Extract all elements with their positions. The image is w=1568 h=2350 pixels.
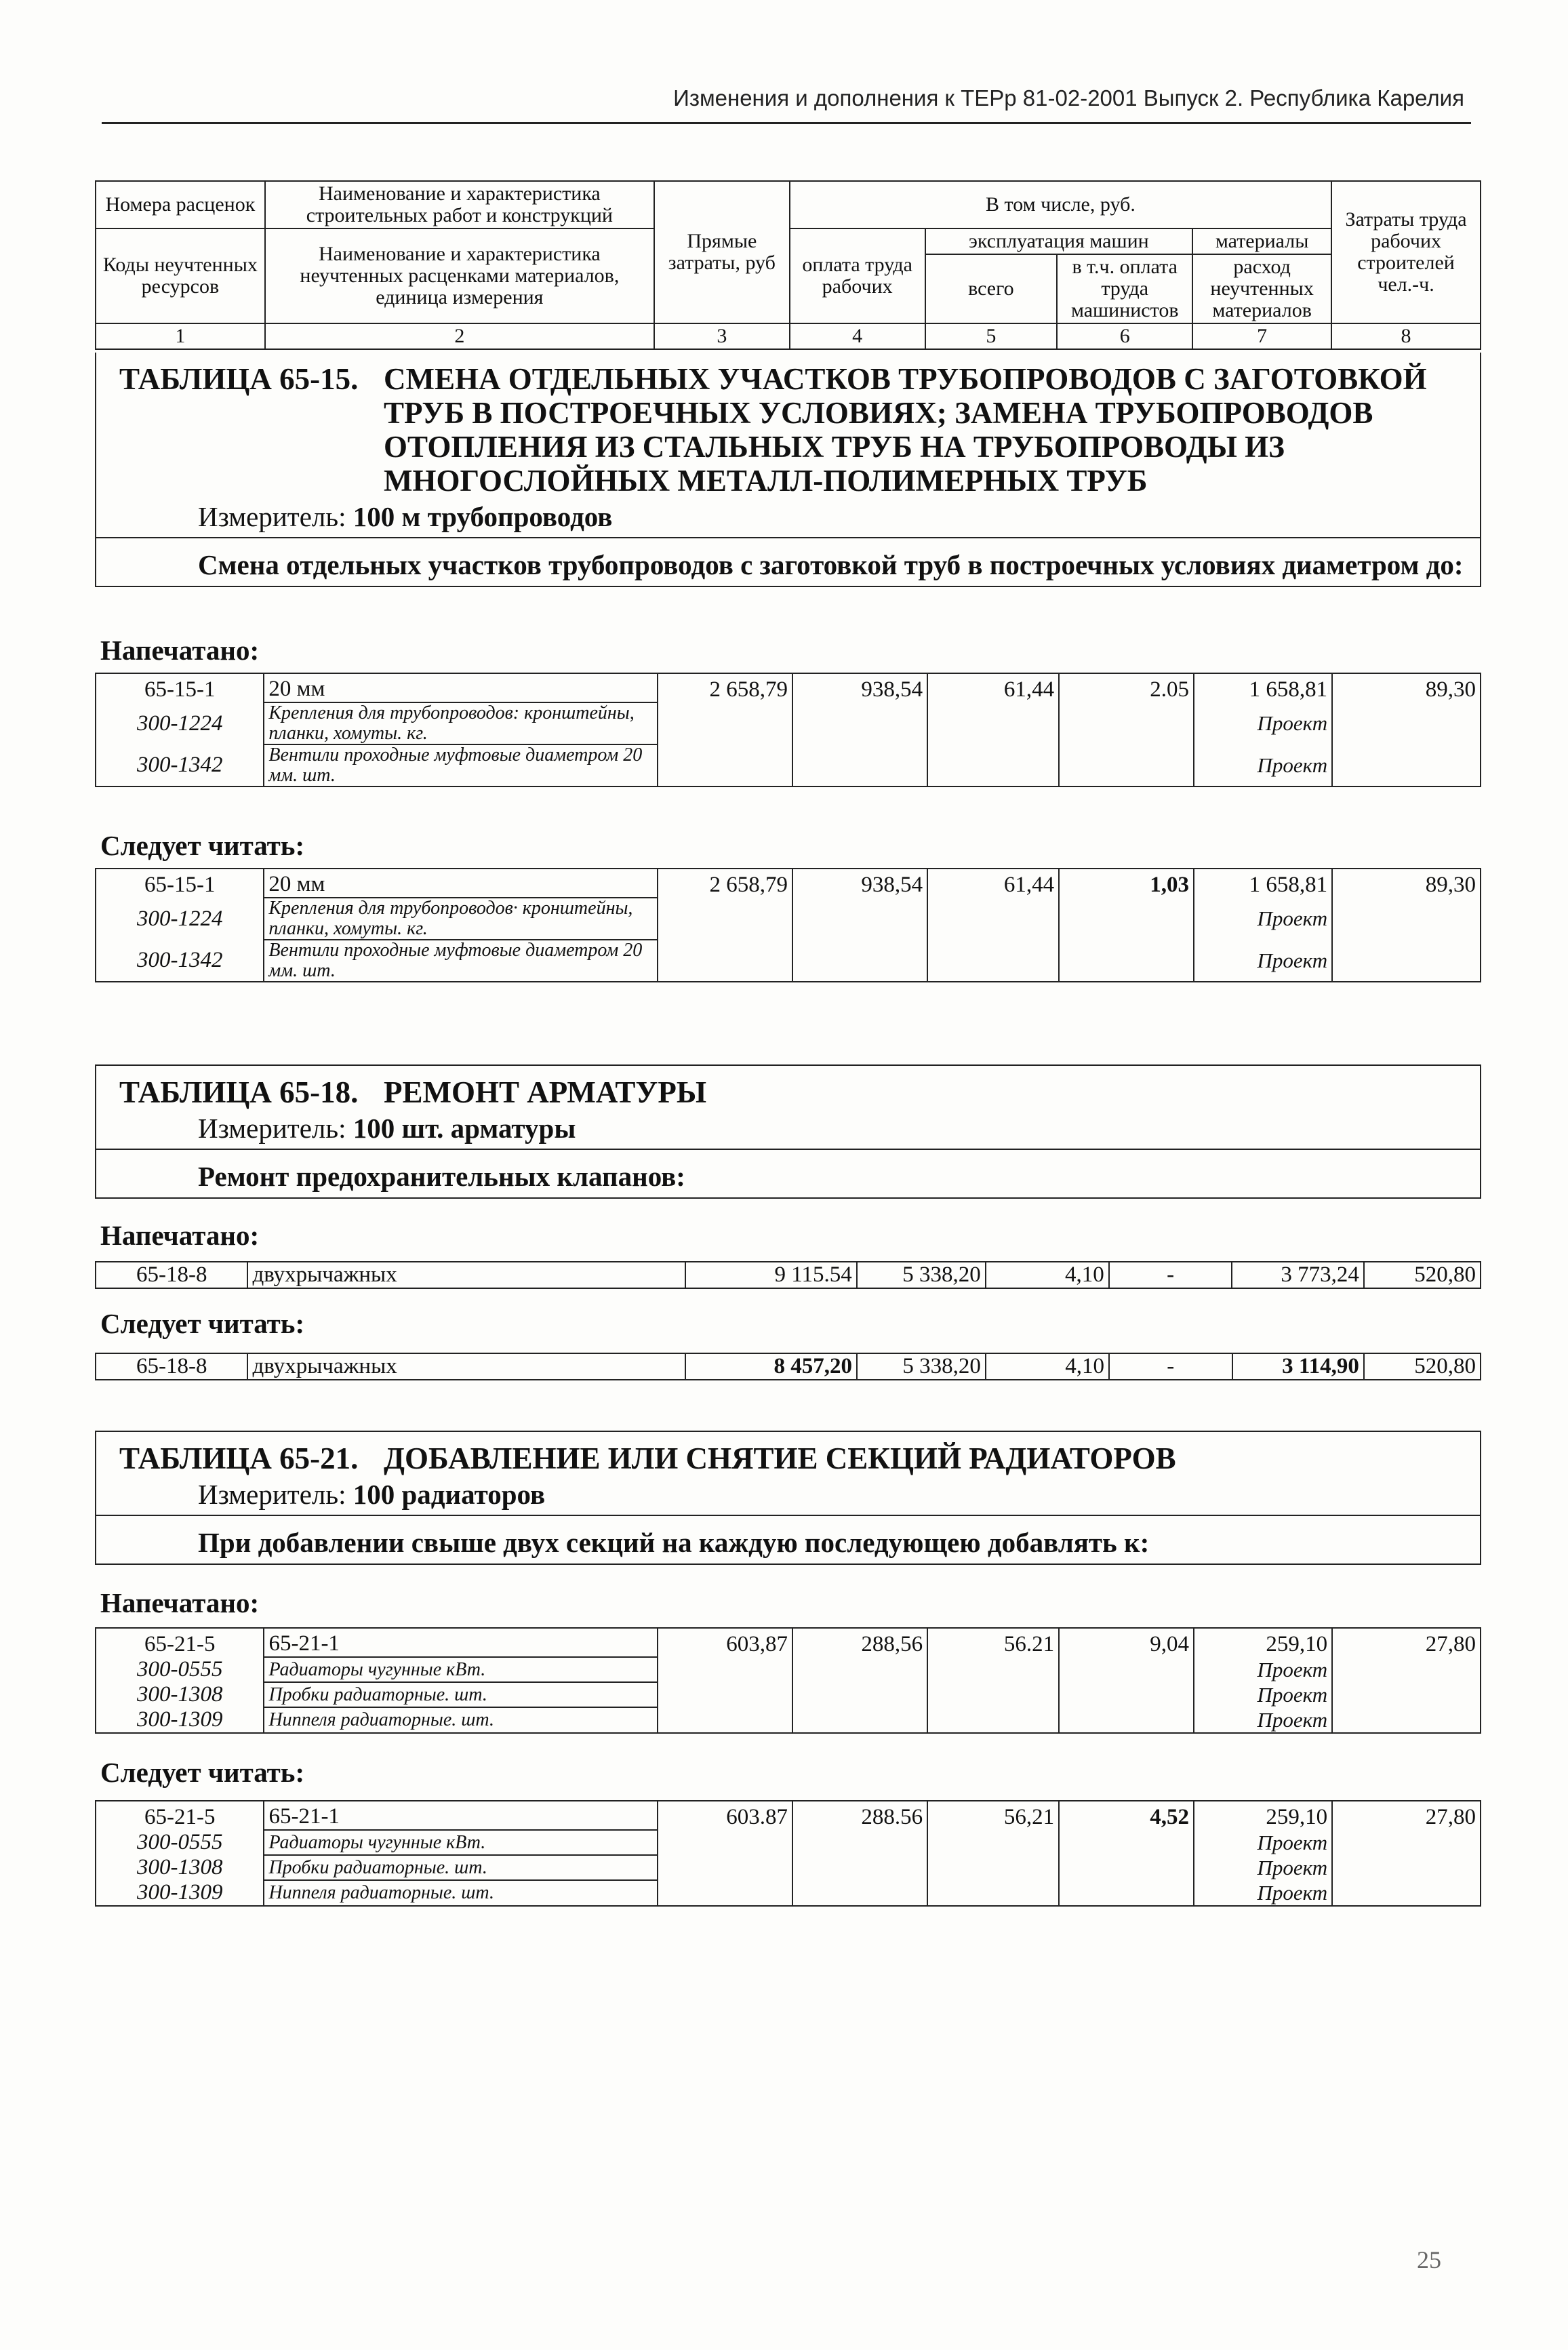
labor-cost: 288,56 <box>792 1628 927 1657</box>
resource-code: 300-1224 <box>96 702 264 744</box>
labor-cost: 5 338,20 <box>857 1353 986 1380</box>
work-name: 20 мм <box>264 869 657 898</box>
project-note: Проект <box>1194 1855 1332 1880</box>
col2-head-a: Наименование и характеристика строительных работ и конструкций <box>265 181 654 228</box>
table-65-15-corrected <box>95 868 1481 982</box>
machine-labor-cost: - <box>1109 1262 1232 1288</box>
header-rule <box>102 122 1471 124</box>
table-65-21-section <box>95 1431 1481 1565</box>
machine-labor-cost: 2.05 <box>1059 673 1194 702</box>
direct-cost: 603.87 <box>658 1801 792 1830</box>
direct-cost: 603,87 <box>658 1628 792 1657</box>
work-name: 65-21-1 <box>264 1628 657 1657</box>
direct-cost: 8 457,20 <box>685 1353 857 1380</box>
project-note: Проект <box>1194 1682 1332 1707</box>
resource-code: 300-1309 <box>96 1707 264 1733</box>
project-note: Проект <box>1194 744 1332 786</box>
page-number: 25 <box>1417 2246 1441 2273</box>
table-65-15-subtitle: Смена отдельных участков трубопроводов с заготовкой труб в построечных условиях диаметром до: <box>198 549 1464 580</box>
machine-cost: 61,44 <box>927 869 1059 898</box>
project-note: Проект <box>1194 940 1332 982</box>
machine-labor-cost: - <box>1109 1353 1232 1380</box>
col8-head: Затраты труда рабочих строителей чел.-ч. <box>1331 181 1481 323</box>
labor-hours: 520,80 <box>1364 1353 1481 1380</box>
machine-cost: 4,10 <box>986 1353 1109 1380</box>
group-head: В том числе, руб. <box>790 181 1331 228</box>
col-num-3: 3 <box>654 323 790 349</box>
resource-name: Ниппеля радиаторные. шт. <box>264 1707 657 1733</box>
machines-head: эксплуатация машин <box>925 228 1193 254</box>
col-num-7: 7 <box>1192 323 1331 349</box>
resource-code: 300-0555 <box>96 1657 264 1682</box>
labor-cost: 938,54 <box>792 869 927 898</box>
col-num-2: 2 <box>265 323 654 349</box>
col1-head-a: Номера расценок <box>96 181 265 228</box>
column-header-table <box>95 180 1481 350</box>
col7-head: расход неучтенных материалов <box>1192 254 1331 323</box>
col5-head: всего <box>925 254 1058 323</box>
should-read-label: Следует читать: <box>100 830 305 861</box>
col-num-5: 5 <box>925 323 1058 349</box>
resource-name: Радиаторы чугунные кВт. <box>264 1657 657 1682</box>
table-65-15-printed <box>95 673 1481 787</box>
table-65-15-measure: Измеритель: 100 м трубопроводов <box>96 500 1480 538</box>
col-num-4: 4 <box>790 323 925 349</box>
resource-code: 300-1224 <box>96 898 264 940</box>
table-65-15-section <box>95 353 1481 587</box>
labor-cost: 938,54 <box>792 673 927 702</box>
printed-label: Напечатано: <box>100 635 260 666</box>
should-read-label: Следует читать: <box>100 1757 305 1788</box>
table-65-18-title: ТАБЛИЦА 65-18. РЕМОНТ АРМАТУРЫ <box>119 1075 707 1109</box>
work-name: 65-21-1 <box>264 1801 657 1830</box>
project-note: Проект <box>1194 898 1332 940</box>
resource-name: Крепления для трубопроводов· кронштейны, планки, хомуты. кг. <box>264 898 657 940</box>
resource-name: Ниппеля радиаторные. шт. <box>264 1880 657 1906</box>
col4-head: оплата труда рабочих <box>790 228 925 323</box>
table-65-18-printed <box>95 1261 1481 1289</box>
project-note: Проект <box>1194 1707 1332 1733</box>
table-65-15-title: ТАБЛИЦА 65-15. СМЕНА ОТДЕЛЬНЫХ УЧАСТКОВ ТРУБОПРОВОДОВ С ЗАГОТОВКОЙ ТРУБ В ПОСТРОЕЧНЫХ УСЛОВИЯХ; ЗАМЕНА ТРУБОПРОВОДОВ ОТОПЛЕНИЯ ИЗ СТАЛЬНЫХ ТРУБ НА ТРУБОПРОВОДЫ ИЗ МНОГОСЛОЙНЫХ МЕТАЛЛ-ПОЛИМЕРНЫХ ТРУБ <box>119 362 1427 498</box>
machine-labor-cost: 4,52 <box>1059 1801 1194 1830</box>
rate-code: 65-18-8 <box>96 1262 247 1288</box>
work-name: двухрычажных <box>247 1262 685 1288</box>
materials-cost: 259,10 <box>1194 1801 1332 1830</box>
col1-head-b: Коды неучтенных ресурсов <box>96 228 265 323</box>
labor-hours: 89,30 <box>1332 869 1481 898</box>
resource-code: 300-1308 <box>96 1855 264 1880</box>
labor-hours: 27,80 <box>1332 1628 1481 1657</box>
machine-labor-cost: 1,03 <box>1059 869 1194 898</box>
project-note: Проект <box>1194 1830 1332 1855</box>
direct-cost: 2 658,79 <box>658 869 792 898</box>
resource-code: 300-1342 <box>96 744 264 786</box>
materials-cost: 1 658,81 <box>1194 869 1332 898</box>
table-65-18-subtitle: Ремонт предохранительных клапанов: <box>198 1161 685 1192</box>
project-note: Проект <box>1194 1880 1332 1906</box>
table-65-21-printed <box>95 1627 1481 1734</box>
machine-labor-cost: 9,04 <box>1059 1628 1194 1657</box>
rate-code: 65-21-5 <box>96 1628 264 1657</box>
resource-name: Вентили проходные муфтовые диаметром 20 мм. шт. <box>264 940 657 982</box>
running-header: Изменения и дополнения к ТЕРр 81-02-2001 Выпуск 2. Республика Карелия <box>673 85 1464 111</box>
printed-label: Напечатано: <box>100 1220 260 1251</box>
col-num-6: 6 <box>1057 323 1192 349</box>
labor-hours: 27,80 <box>1332 1801 1481 1830</box>
project-note: Проект <box>1194 702 1332 744</box>
machine-cost: 56.21 <box>927 1628 1059 1657</box>
resource-name: Радиаторы чугунные кВт. <box>264 1830 657 1855</box>
rate-code: 65-15-1 <box>96 673 264 702</box>
resource-name: Крепления для трубопроводов: кронштейны, планки, хомуты. кг. <box>264 702 658 744</box>
resource-name: Пробки радиаторные. шт. <box>264 1855 657 1880</box>
machine-cost: 56,21 <box>927 1801 1059 1830</box>
materials-head: материалы <box>1192 228 1331 254</box>
rate-code: 65-18-8 <box>96 1353 247 1380</box>
printed-label: Напечатано: <box>100 1587 260 1618</box>
project-note: Проект <box>1194 1657 1332 1682</box>
should-read-label: Следует читать: <box>100 1308 305 1339</box>
rate-code: 65-21-5 <box>96 1801 264 1830</box>
resource-name: Вентили проходные муфтовые диаметром 20 мм. шт. <box>264 744 658 786</box>
labor-cost: 5 338,20 <box>857 1262 986 1288</box>
table-65-21-corrected <box>95 1800 1481 1907</box>
direct-cost: 9 115.54 <box>685 1262 857 1288</box>
materials-cost: 3 114,90 <box>1232 1353 1364 1380</box>
resource-code: 300-1309 <box>96 1880 264 1906</box>
labor-hours: 520,80 <box>1364 1262 1481 1288</box>
table-65-21-measure: Измеритель: 100 радиаторов <box>96 1478 1480 1516</box>
table-65-18-corrected <box>95 1353 1481 1380</box>
col3-head: Прямые затраты, руб <box>654 181 790 323</box>
direct-cost: 2 658,79 <box>658 673 792 702</box>
rate-code: 65-15-1 <box>96 869 264 898</box>
labor-hours: 89,30 <box>1332 673 1481 702</box>
resource-name: Пробки радиаторные. шт. <box>264 1682 657 1707</box>
table-65-18-section <box>95 1064 1481 1199</box>
col-num-8: 8 <box>1331 323 1481 349</box>
col-num-1: 1 <box>96 323 265 349</box>
table-65-18-measure: Измеритель: 100 шт. арматуры <box>96 1112 1480 1150</box>
resource-code: 300-1308 <box>96 1682 264 1707</box>
resource-code: 300-0555 <box>96 1830 264 1855</box>
materials-cost: 1 658,81 <box>1194 673 1332 702</box>
work-name: 20 мм <box>264 673 658 702</box>
machine-cost: 4,10 <box>986 1262 1109 1288</box>
machine-cost: 61,44 <box>927 673 1059 702</box>
table-65-21-subtitle: При добавлении свыше двух секций на каждую последующею добавлять к: <box>198 1527 1150 1558</box>
work-name: двухрычажных <box>247 1353 685 1380</box>
col2-head-b: Наименование и характеристика неучтенных расценками материалов, единица измерения <box>265 228 654 323</box>
labor-cost: 288.56 <box>792 1801 927 1830</box>
materials-cost: 259,10 <box>1194 1628 1332 1657</box>
table-65-21-title: ТАБЛИЦА 65-21. ДОБАВЛЕНИЕ ИЛИ СНЯТИЕ СЕКЦИЙ РАДИАТОРОВ <box>119 1441 1176 1475</box>
col6-head: в т.ч. оплата труда машинистов <box>1057 254 1192 323</box>
materials-cost: 3 773,24 <box>1232 1262 1363 1288</box>
resource-code: 300-1342 <box>96 940 264 982</box>
